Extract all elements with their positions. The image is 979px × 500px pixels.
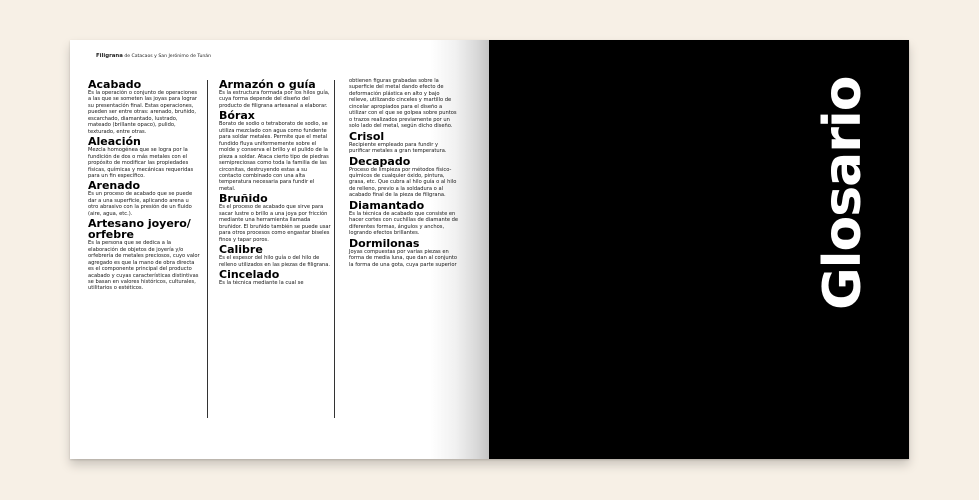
glossary-term: Acabado — [88, 78, 142, 91]
left-page — [70, 40, 489, 459]
glossary-column-2 — [219, 78, 331, 286]
book-spread — [70, 40, 909, 459]
glossary-term: Aleación — [88, 135, 141, 149]
glossary-definition: Proceso de limpieza por métodos físico-químicos de cualquier óxido, pintura, grasa, etc. Que cubra al hilo guía o al hilo de relleno, previo a la soldadura o al acabado final de la pieza de filigrana. — [349, 166, 457, 199]
column-divider — [334, 80, 335, 418]
glossary-definition: Es el espesor del hilo guía o del hilo de relleno utilizados en las piezas de filigrana. — [219, 255, 331, 268]
glossary-definition: Es un proceso de acabado que se puede dar a una superficie, aplicando arena u otro abrasivo con la presión de un fluido (aire, agua, etc.). — [88, 191, 193, 217]
glossary-column-3 — [349, 78, 459, 268]
glossary-definition: Es la persona que se dedica a la elaboración de objetos de joyería y/o orfebrería de metales preciosos, cuyo valor agregado es que la mano de obra directa es el componente principal del producto acabado y cuyas características distintivas se basan en valores históricos, culturales, utilitarios o estéticos. — [88, 240, 200, 292]
glossary-term: Dormilonas — [349, 236, 420, 250]
glossary-definition: Joyas compuestas por varias piezas en forma de media luna, que dan al conjunto la forma de una gota, cuya parte superior — [349, 248, 458, 268]
glossary-definition: Borato de sodio o tetraborato de sodio, se utiliza mezclado con agua como fundente para soldar metales. Permite que el metal fundido fluya uniformemente sobre el molde y conserva el brillo y el pulido de la pieza a soldar. Ataca cierto tipo de piedras semipreciosas como toda la familia de las circonitas, destruyendo estas a su contacto combinado con una alta temperatura necesaria para fundir el metal. — [219, 121, 329, 192]
column-divider — [207, 80, 208, 418]
glossary-term: Diamantado — [349, 198, 425, 212]
glossary-column-1 — [88, 78, 200, 292]
glossary-term: Armazón o guía — [219, 78, 316, 91]
glossary-definition: Es la estructura formada por los hilos guía, cuya forma depende del diseño del producto de filigrana artesanal a elaborar. — [219, 90, 330, 109]
glossary-definition: Recipiente empleado para fundir y purificar metales a gran temperatura. — [349, 141, 447, 155]
glossary-definition: Es el proceso de acabado que sirve para sacar lustre o brillo a una joya por fricción mediante una herramienta llamada bruñidor. El bruñido también se puede usar para otros procesos como engastar biseles finos y tapar poros. — [219, 204, 331, 243]
book-title: Filigrana — [96, 53, 123, 59]
book-subtitle: de Catacaos y San Jerónimo de Tunán — [122, 54, 212, 59]
glossary-term: Cincelado — [219, 267, 280, 281]
glossary-definition-continued: obtienen figuras grabadas sobre la superficie del metal dando efecto de deformación plástica en alto y bajo relieve, utilizando cinceles y martillo de cincelar apropiados para el diseño a utilizar con el que se golpea sobre puntos o trazos realizados previamente por un solo lado del metal, según dicho diseño. — [349, 78, 457, 130]
glossary-definition: Es la operación o conjunto de operaciones a las que se someten las joyas para lograr su presentación final. Estas operaciones, pueden ser entre otras: arenado, bruñido, escarchado, diamantado, lustrado, mateado (brillante opaco), pulido, texturado, entre otras. — [88, 90, 198, 135]
glossary-definition: Es la técnica de acabado que consiste en hacer cortes con cuchillas de diamante de diferentes formas, ángulos y anchos, logrando efectos brillantes. — [349, 210, 459, 237]
glossary-term: Bórax — [219, 109, 255, 123]
glossary-term: Bruñido — [219, 192, 268, 206]
running-head — [96, 53, 211, 59]
glossary-term: Arenado — [88, 179, 141, 193]
glossary-term: Decapado — [349, 154, 411, 168]
glossary-term: Calibre — [219, 243, 263, 257]
glossary-term: Crisol — [349, 129, 385, 143]
glossary-title: Glosario — [813, 76, 873, 310]
glossary-definition: Es la técnica mediante la cual se — [219, 279, 304, 286]
glossary-term: Artesano joyero/ orfebre — [88, 217, 191, 242]
glossary-definition: Mezcla homogénea que se logra por la fundición de dos o más metales con el propósito de modificar las propiedades físicas, químicas y mecánicas requeridas para un fin específico. — [88, 147, 194, 179]
